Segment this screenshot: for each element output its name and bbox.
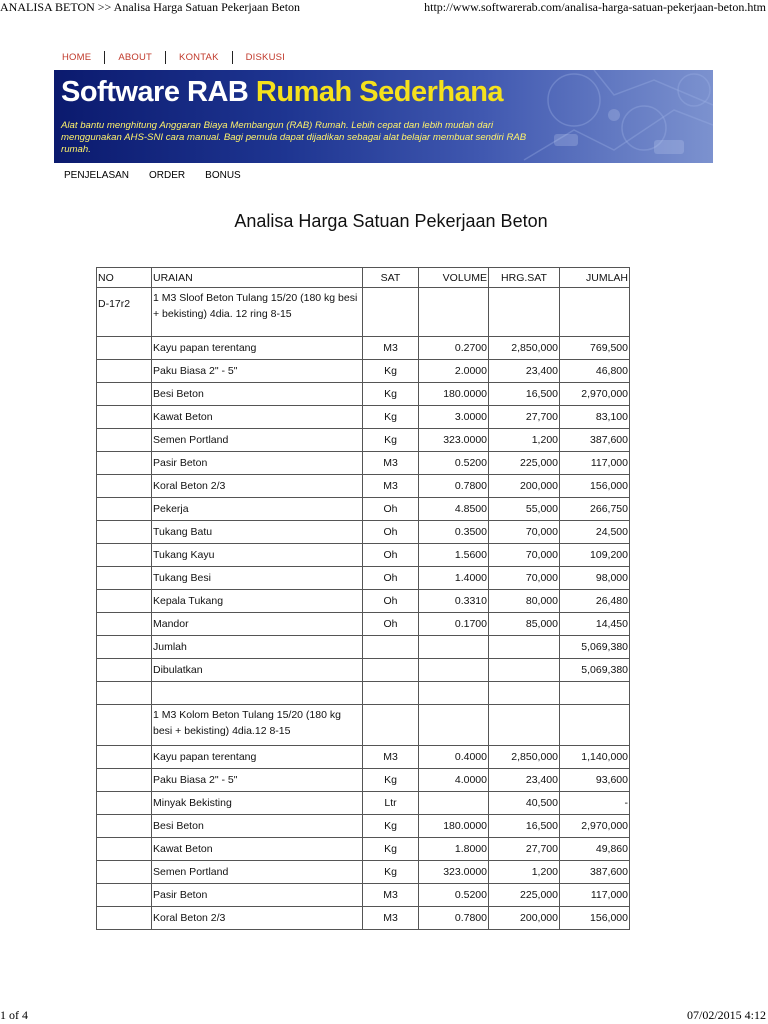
row-sat: Kg [363, 815, 419, 838]
row-no [97, 861, 152, 884]
row-hrg-sat: 200,000 [489, 475, 560, 498]
header-volume: VOLUME [419, 268, 489, 288]
row-jumlah: 117,000 [560, 452, 630, 475]
row-hrg-sat: 85,000 [489, 613, 560, 636]
empty-cell [560, 682, 630, 705]
row-hrg-sat: 2,850,000 [489, 746, 560, 769]
row-volume: 180.0000 [419, 383, 489, 406]
row-sat: M3 [363, 746, 419, 769]
empty-cell [97, 636, 152, 659]
dibulatkan-row-value: 5,069,380 [560, 659, 630, 682]
print-footer [0, 1008, 768, 1024]
print-header-url: http://www.softwarerab.com/analisa-harga-satuan-pekerjaan-beton.htm [424, 0, 766, 14]
dibulatkan-row [97, 659, 630, 682]
row-sat: M3 [363, 337, 419, 360]
row-volume: 0.7800 [419, 907, 489, 930]
row-uraian: Pasir Beton [152, 452, 363, 475]
row-no [97, 544, 152, 567]
row-hrg-sat: 200,000 [489, 907, 560, 930]
table-row [97, 521, 630, 544]
row-volume: 0.1700 [419, 613, 489, 636]
section-title-row [97, 705, 630, 746]
row-volume: 0.7800 [419, 475, 489, 498]
sub-nav [64, 170, 241, 181]
row-sat: Oh [363, 613, 419, 636]
row-jumlah: 769,500 [560, 337, 630, 360]
nav-home-link[interactable]: HOME [62, 51, 92, 63]
row-uraian: Koral Beton 2/3 [152, 907, 363, 930]
top-nav [62, 50, 285, 64]
banner-title-main: Software RAB [61, 76, 256, 108]
nav-separator [232, 51, 233, 64]
row-no [97, 884, 152, 907]
banner-description: Alat bantu menghitung Anggaran Biaya Membangun (RAB) Rumah. Lebih cepat dan lebih mudah dari menggunakan AHS-SNI cara manual. Bagi pemula dapat dijadikan sebagai alat belajar membuat sendiri RAB rumah. [61, 120, 527, 155]
row-sat: Oh [363, 567, 419, 590]
table-row [97, 769, 630, 792]
empty-cell [489, 636, 560, 659]
empty-cell [489, 659, 560, 682]
page-counter: 1 of 4 [0, 1008, 28, 1022]
row-hrg-sat: 55,000 [489, 498, 560, 521]
subnav-order-link[interactable]: ORDER [149, 170, 186, 181]
jumlah-row-label: Jumlah [152, 636, 363, 659]
row-volume: 0.4000 [419, 746, 489, 769]
row-sat: Kg [363, 861, 419, 884]
row-uraian: Kayu papan terentang [152, 337, 363, 360]
row-volume: 0.5200 [419, 884, 489, 907]
subnav-penjelasan-link[interactable]: PENJELASAN [64, 170, 130, 181]
row-sat: Kg [363, 429, 419, 452]
row-sat: M3 [363, 884, 419, 907]
table-row [97, 475, 630, 498]
empty-cell [152, 682, 363, 705]
table-row [97, 907, 630, 930]
empty-cell [419, 705, 489, 746]
row-hrg-sat: 225,000 [489, 452, 560, 475]
row-uraian: Pekerja [152, 498, 363, 521]
row-hrg-sat: 70,000 [489, 521, 560, 544]
row-jumlah: 266,750 [560, 498, 630, 521]
row-sat: M3 [363, 452, 419, 475]
empty-cell [419, 682, 489, 705]
row-hrg-sat: 1,200 [489, 429, 560, 452]
row-no [97, 498, 152, 521]
row-jumlah: 49,860 [560, 838, 630, 861]
row-uraian: Semen Portland [152, 861, 363, 884]
row-jumlah: 46,800 [560, 360, 630, 383]
row-no [97, 746, 152, 769]
row-hrg-sat: 16,500 [489, 383, 560, 406]
row-jumlah: 93,600 [560, 769, 630, 792]
row-hrg-sat: 80,000 [489, 590, 560, 613]
row-no [97, 613, 152, 636]
row-sat: Oh [363, 521, 419, 544]
dibulatkan-row-label: Dibulatkan [152, 659, 363, 682]
row-sat: M3 [363, 475, 419, 498]
row-volume: 0.5200 [419, 452, 489, 475]
row-volume [419, 792, 489, 815]
row-uraian: Tukang Besi [152, 567, 363, 590]
row-jumlah: 14,450 [560, 613, 630, 636]
row-no [97, 360, 152, 383]
table-row [97, 590, 630, 613]
row-volume: 0.3310 [419, 590, 489, 613]
empty-cell [419, 659, 489, 682]
banner-title [61, 76, 503, 109]
row-uraian: Koral Beton 2/3 [152, 475, 363, 498]
nav-about-link[interactable]: ABOUT [118, 51, 153, 63]
row-no [97, 475, 152, 498]
header-hrg-sat: HRG.SAT [489, 268, 560, 288]
row-sat: Oh [363, 590, 419, 613]
nav-kontak-link[interactable]: KONTAK [179, 51, 219, 63]
table-row [97, 406, 630, 429]
table-row [97, 337, 630, 360]
empty-cell [489, 682, 560, 705]
print-header [0, 0, 768, 18]
row-uraian: Paku Biasa 2" - 5" [152, 769, 363, 792]
row-uraian: Tukang Batu [152, 521, 363, 544]
table-row [97, 884, 630, 907]
section-code: D-17r2 [97, 288, 152, 337]
blank-row [97, 682, 630, 705]
row-jumlah: 387,600 [560, 429, 630, 452]
row-jumlah: 26,480 [560, 590, 630, 613]
row-sat: Oh [363, 498, 419, 521]
header-sat: SAT [363, 268, 419, 288]
empty-cell [363, 636, 419, 659]
row-jumlah: 156,000 [560, 475, 630, 498]
row-volume: 4.0000 [419, 769, 489, 792]
row-jumlah: 2,970,000 [560, 383, 630, 406]
section-title: 1 M3 Kolom Beton Tulang 15/20 (180 kg besi + bekisting) 4dia.12 8-15 [152, 705, 363, 746]
empty-cell [97, 705, 152, 746]
row-volume: 3.0000 [419, 406, 489, 429]
empty-cell [363, 682, 419, 705]
empty-cell [419, 288, 489, 337]
row-hrg-sat: 70,000 [489, 544, 560, 567]
table-row [97, 544, 630, 567]
row-volume: 2.0000 [419, 360, 489, 383]
empty-cell [363, 288, 419, 337]
row-no [97, 590, 152, 613]
row-volume: 1.8000 [419, 838, 489, 861]
nav-diskusi-link[interactable]: DISKUSI [245, 51, 286, 63]
row-hrg-sat: 2,850,000 [489, 337, 560, 360]
section-title-row [97, 288, 630, 337]
nav-separator [104, 51, 105, 64]
empty-cell [97, 659, 152, 682]
subnav-bonus-link[interactable]: BONUS [205, 170, 241, 181]
site-banner[interactable] [54, 70, 713, 163]
print-header-title: ANALISA BETON >> Analisa Harga Satuan Pekerjaan Beton [0, 0, 301, 14]
row-jumlah: 387,600 [560, 861, 630, 884]
row-jumlah: 98,000 [560, 567, 630, 590]
table-row [97, 792, 630, 815]
row-uraian: Paku Biasa 2" - 5" [152, 360, 363, 383]
table-row [97, 861, 630, 884]
empty-cell [419, 636, 489, 659]
row-hrg-sat: 1,200 [489, 861, 560, 884]
row-sat: Kg [363, 383, 419, 406]
row-uraian: Mandor [152, 613, 363, 636]
analysis-table [96, 267, 630, 930]
row-hrg-sat: 16,500 [489, 815, 560, 838]
row-uraian: Besi Beton [152, 815, 363, 838]
row-volume: 0.3500 [419, 521, 489, 544]
empty-cell [97, 682, 152, 705]
empty-cell [363, 659, 419, 682]
row-hrg-sat: 23,400 [489, 769, 560, 792]
table-row [97, 746, 630, 769]
print-timestamp: 07/02/2015 4:12 [686, 1008, 766, 1022]
row-no [97, 815, 152, 838]
header-no: NO [97, 268, 152, 288]
table-row [97, 567, 630, 590]
empty-cell [363, 705, 419, 746]
row-hrg-sat: 40,500 [489, 792, 560, 815]
row-jumlah: 109,200 [560, 544, 630, 567]
row-no [97, 521, 152, 544]
row-no [97, 769, 152, 792]
table-row [97, 360, 630, 383]
row-hrg-sat: 225,000 [489, 884, 560, 907]
row-sat: Oh [363, 544, 419, 567]
header-uraian: URAIAN [152, 268, 363, 288]
header-jumlah: JUMLAH [560, 268, 630, 288]
row-no [97, 567, 152, 590]
row-uraian: Tukang Kayu [152, 544, 363, 567]
table-row [97, 613, 630, 636]
row-sat: Kg [363, 838, 419, 861]
row-jumlah: 117,000 [560, 884, 630, 907]
row-hrg-sat: 70,000 [489, 567, 560, 590]
row-sat: Kg [363, 406, 419, 429]
row-hrg-sat: 27,700 [489, 838, 560, 861]
row-jumlah: 156,000 [560, 907, 630, 930]
row-jumlah: - [560, 792, 630, 815]
row-jumlah: 2,970,000 [560, 815, 630, 838]
row-no [97, 792, 152, 815]
row-sat: M3 [363, 907, 419, 930]
row-volume: 323.0000 [419, 861, 489, 884]
row-no [97, 907, 152, 930]
row-jumlah: 1,140,000 [560, 746, 630, 769]
row-no [97, 838, 152, 861]
row-volume: 4.8500 [419, 498, 489, 521]
banner-title-accent: Rumah Sederhana [255, 76, 504, 108]
section-title: 1 M3 Sloof Beton Tulang 15/20 (180 kg besi + bekisting) 4dia. 12 ring 8-15 [152, 288, 363, 337]
row-uraian: Besi Beton [152, 383, 363, 406]
empty-cell [489, 288, 560, 337]
row-no [97, 383, 152, 406]
row-uraian: Pasir Beton [152, 884, 363, 907]
row-uraian: Kawat Beton [152, 838, 363, 861]
row-volume: 1.4000 [419, 567, 489, 590]
empty-cell [560, 288, 630, 337]
empty-cell [560, 705, 630, 746]
row-volume: 0.2700 [419, 337, 489, 360]
table-row [97, 498, 630, 521]
row-uraian: Minyak Bekisting [152, 792, 363, 815]
table-row [97, 452, 630, 475]
row-no [97, 452, 152, 475]
empty-cell [489, 705, 560, 746]
row-jumlah: 24,500 [560, 521, 630, 544]
row-no [97, 337, 152, 360]
nav-separator [165, 51, 166, 64]
jumlah-row-value: 5,069,380 [560, 636, 630, 659]
row-hrg-sat: 23,400 [489, 360, 560, 383]
row-no [97, 429, 152, 452]
row-volume: 180.0000 [419, 815, 489, 838]
row-uraian: Kepala Tukang [152, 590, 363, 613]
table-row [97, 838, 630, 861]
row-volume: 1.5600 [419, 544, 489, 567]
table-row [97, 429, 630, 452]
row-sat: Kg [363, 360, 419, 383]
row-sat: Ltr [363, 792, 419, 815]
row-uraian: Kayu papan terentang [152, 746, 363, 769]
page-title: Analisa Harga Satuan Pekerjaan Beton [234, 211, 548, 231]
row-no [97, 406, 152, 429]
row-volume: 323.0000 [419, 429, 489, 452]
table-header-row [97, 268, 630, 288]
row-sat: Kg [363, 769, 419, 792]
jumlah-row [97, 636, 630, 659]
table-row [97, 383, 630, 406]
table-row [97, 815, 630, 838]
row-uraian: Semen Portland [152, 429, 363, 452]
row-hrg-sat: 27,700 [489, 406, 560, 429]
row-uraian: Kawat Beton [152, 406, 363, 429]
row-jumlah: 83,100 [560, 406, 630, 429]
